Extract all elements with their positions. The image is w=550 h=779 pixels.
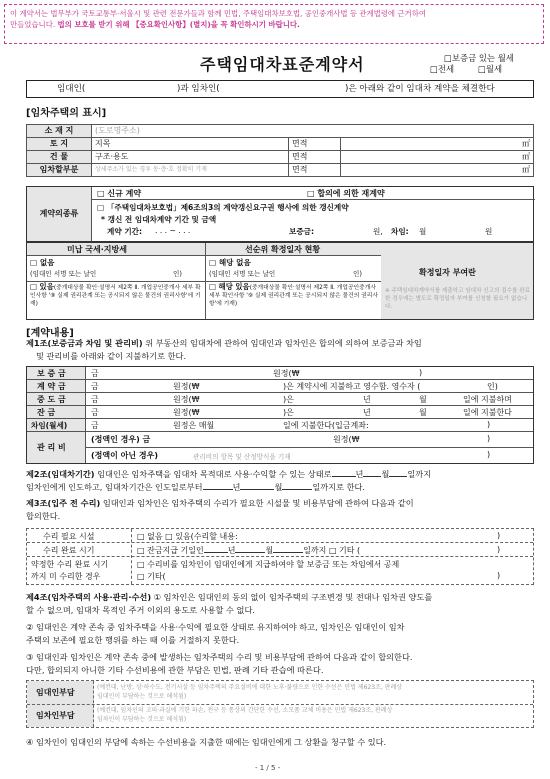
building-label: 건 물 <box>27 151 92 164</box>
art3-text1: 임대인과 임차인은 임차주택의 수리가 필요한 시설물 및 비용부담에 관하여 다음과 같이 <box>100 498 414 508</box>
art4-p1b: 할 수 없으며, 임대차 목적인 주거 이외의 용도로 사용할 수 없다. <box>26 605 255 615</box>
repair-unfinished-label1: 약정한 수리 완료 시기 <box>31 560 109 569</box>
notice-box <box>4 4 544 44</box>
prior-date-header: 선순위 확정일자 현황 <box>245 245 321 254</box>
balance-label: 잔 금 <box>37 408 56 417</box>
mgmt-nonfixed: (정액이 아닌 경우) <box>91 451 158 460</box>
notice-line2b: 법의 보호를 받기 위해 【중요확인사항】(별지)을 꼭 확인하시기 바랍니다. <box>57 20 300 29</box>
balance-day: 일에 지불한다 <box>463 408 512 417</box>
check-monthly[interactable]: □월세 <box>478 64 503 74</box>
art2-year: 년 <box>355 469 364 479</box>
check-deposit-monthly[interactable]: □보증금 있는 월세 <box>444 53 514 63</box>
prev-period-dots[interactable]: . . . ~ . . . <box>155 226 191 235</box>
tax-none-check[interactable]: □ 없음 <box>30 258 55 267</box>
rent-label: 차임(월세) <box>31 421 68 430</box>
mgmt-fixed-close: ) <box>487 434 491 443</box>
article3 <box>26 497 536 523</box>
prior-have-check[interactable]: □ 해당 있음 <box>209 282 250 291</box>
prev-deposit-label: 보증금: <box>289 227 315 236</box>
fixed-date-note: ※ 주택임대차계약서를 제출하고 임대차 신고의 접수를 완료한 경우에는 별도로 확정일자 부여를 신청할 필요가 없습니다. <box>385 288 531 310</box>
art2-text2: 임차인에게 인도하고, 임대차기간은 인도일로부터 <box>26 482 203 492</box>
deposit-geum: 금 <box>91 369 99 378</box>
middle-geum: 금 <box>91 395 99 404</box>
contract-type-label: 계약의종류 <box>27 187 92 241</box>
repair-deduct-check[interactable]: □ 수리비를 임차인이 임대인에게 지급하여야 할 보증금 또는 차임에서 공제 <box>137 560 400 569</box>
prev-rent-month: 월 <box>419 227 427 236</box>
mgmt-nonfixed-hint[interactable]: 관리비의 항목 및 산정방식을 기재 <box>193 453 291 461</box>
tax-have <box>30 283 202 308</box>
money-table <box>26 366 534 464</box>
mgmt-fixed-won[interactable]: 원정(₩ <box>333 435 360 444</box>
fixed-date-title: 확정일자 부여란 <box>419 268 476 277</box>
repair-done-text: □ 잔금지급 기일인 <box>137 546 204 555</box>
check-new-contract[interactable]: □ 신규 계약 <box>97 189 142 198</box>
middle-won[interactable]: 원정(₩ <box>173 395 200 404</box>
art4-p2b: 주택의 보존에 필요한 행위를 하는 때 이를 거절하지 못한다. <box>26 635 240 645</box>
prior-have <box>209 283 379 308</box>
landlord-hint1: (예컨대, 난방, 상·하수도, 전기시설 등 임차주택의 주요설비에 대한 노후·불량으로 인한 수선은 민법 제623조, 판례상 <box>97 684 403 691</box>
art3-head: 제3조(입주 전 수리) <box>26 498 101 508</box>
art1-head: 제1조(보증금과 차임 및 관리비) <box>26 338 143 348</box>
contract-fee-won[interactable]: 원정(₩ <box>173 382 200 391</box>
tenant-burden-label: 임차인부담 <box>36 711 75 720</box>
location-label: 소 재 지 <box>27 125 92 138</box>
middle-text: )은 <box>283 395 294 404</box>
landlord-hint2: 임대인이 부담하는 것으로 해석됨) <box>97 693 187 700</box>
article1 <box>26 337 536 363</box>
section-contract-title: [계약내용] <box>26 328 74 339</box>
art4-head: 제4조(임차주택의 사용·관리·수선) <box>26 592 152 602</box>
middle-month: 월 <box>419 395 427 404</box>
building-area-label: 면적 <box>289 151 341 164</box>
tenant-hint1: (예컨대, 임차인의 고의·과실에 기한 파손, 전구 등 통상의 간단한 수선, 소모품 교체 비용은 민법 제623조, 판례상 <box>97 707 393 714</box>
balance-won[interactable]: 원정(₩ <box>173 408 200 417</box>
deposit-close: ) <box>419 368 423 377</box>
mgmt-nonfixed-close: ) <box>487 450 491 459</box>
notice-line2a: 만들었습니다. <box>10 20 56 29</box>
land-area-unit[interactable]: ㎡ <box>341 138 534 151</box>
contract-fee-label: 계 약 금 <box>37 382 66 391</box>
art2-month: 월 <box>381 469 390 479</box>
unpaid-tax-header: 미납 국세·지방세 <box>67 245 127 254</box>
parties-line <box>26 80 534 98</box>
rented-area-label: 면적 <box>289 164 341 177</box>
art2-text1: 임대인은 임차주택을 임대차 목적대로 사용·수익할 수 있는 상태로 <box>94 469 332 479</box>
landlord-burden-label: 임대인부담 <box>36 688 75 697</box>
art3-text2: 합의한다. <box>26 511 61 521</box>
prior-have-note: (중개대상물 확인·설명서 제2쪽 Ⅱ. 개업공인중개사 세부 확인사항 '⑨ 실제 권리관계 또는 공시되지 않은 물건의 권리사항'에 기재) <box>209 285 378 307</box>
deposit-won[interactable]: 원정(₩ <box>273 369 300 378</box>
repair-unfinished-label2: 까지 미 수리한 경우 <box>31 572 101 581</box>
contract-fee-text: )은 계약시에 지불하고 영수함. 영수자 ( <box>283 382 421 391</box>
tax-have-check[interactable]: □ 있음 <box>30 282 54 291</box>
art1-text1: 위 부동산의 임대차에 관하여 임대인과 임차인은 합의에 의하여 보증금과 차임 <box>142 338 422 348</box>
balance-text: )은 <box>283 408 294 417</box>
notice-line1: 이 계약서는 법무부가 국토교통부·서울시 및 관련 전문가들과 함께 민법, 주택임대차보호법, 공인중개사법 등 관계법령에 근거하여 <box>10 9 426 18</box>
art4-p4: ④ 임차인이 임대인의 부담에 속하는 수선비용을 지출한 때에는 임대인에게 그 상환을 청구할 수 있다. <box>26 737 387 747</box>
building-type: 구조·용도 <box>92 151 289 164</box>
repair-other-check[interactable]: □ 기타( <box>137 572 166 581</box>
art2-year2: 년 <box>232 482 241 492</box>
check-jeonse[interactable]: □전세 <box>430 64 455 74</box>
repair-table: 수리 필요 시설 □ 없음 □ 있음(수리할 내용: ) 수리 완료 시기 □ 잔금지급 기일인 년 월 일까지 □ 기타 ( ) 약정한 수리 완료 시기 까지 미 수리한 경우 □ 수리비를 임차인이 임대인에게 지급하여야 할 보증금 또는 차임에서 공제 □ 기타( ) <box>26 528 534 585</box>
land-label: 토 지 <box>27 138 92 151</box>
article2 <box>26 468 536 494</box>
art4-p1a: ① 임차인은 임대인의 동의 없이 임차주택의 구조변경 및 전대나 임차권 양도를 <box>151 592 433 602</box>
rented-part-input[interactable]: 상세주소가 있는 경우 동·층·호 정확히 기재 <box>92 164 289 177</box>
repair-done-check[interactable] <box>137 545 360 556</box>
prior-none-seal[interactable]: 인) <box>353 270 362 278</box>
middle-label: 중 도 금 <box>37 395 66 404</box>
landlord-burden-hint[interactable] <box>97 683 402 701</box>
art1-text2: 및 관리비를 아래와 같이 지불하기로 한다. <box>36 351 187 361</box>
tenant-burden-hint[interactable] <box>97 706 392 724</box>
section-property-title: [임차주택의 표시] <box>26 108 107 119</box>
page-number: - 1 / 5 - <box>255 764 281 772</box>
tax-box <box>26 242 534 320</box>
renewal-note: * 갱신 전 임대차계약 기간 및 금액 <box>101 215 217 224</box>
parties-end: )은 아래와 같이 임대차 계약을 체결한다 <box>345 84 495 94</box>
article4 <box>26 591 538 677</box>
rented-area-unit[interactable]: ㎡ <box>341 164 534 177</box>
tenant-hint2: 임차인이 부담하는 것으로 해석됨) <box>97 716 187 723</box>
contract-fee-geum: 금 <box>91 382 99 391</box>
prior-none-sign: (임대인 서명 또는 날인 <box>209 270 276 278</box>
prev-period-label: 계약 기간: <box>107 227 143 236</box>
tax-none-seal[interactable]: 인) <box>173 270 182 278</box>
check-re-contract[interactable]: □ 합의에 의한 재계약 <box>307 189 385 198</box>
art2-month2: 월 <box>274 482 283 492</box>
contract-fee-seal[interactable]: 인) <box>487 382 498 391</box>
property-table <box>26 124 534 177</box>
art4-p3a: ③ 임대인과 임차인은 계약 존속 중에 발생하는 임차주택의 수리 및 비용부담에 관하여 다음과 같이 합의한다. <box>26 652 413 662</box>
prev-deposit-won: 원, <box>373 227 383 236</box>
land-type: 지목 <box>92 138 289 151</box>
location-input[interactable]: (도로명주소) <box>92 125 534 138</box>
middle-year: 년 <box>363 395 371 404</box>
repair-done-label: 수리 완료 시기 <box>43 546 95 555</box>
rent-close: ) <box>487 420 491 429</box>
tax-have-note: (중개대상물 확인·설명서 제2쪽 Ⅱ. 개업공인중개사 세부 확인사항 '⑨ 실제 권리관계 또는 공시되지 않은 물건의 권리사항'에 기재) <box>30 285 201 307</box>
art4-p3b: 다만, 합의되지 아니한 기타 수선비용에 관한 부담은 민법, 판례 기타 관습에 따른다. <box>26 665 324 675</box>
art2-head: 제2조(임대차기간) <box>26 469 95 479</box>
repair-done-month: 월 <box>265 546 274 555</box>
repair-needed-check[interactable]: □ 없음 □ 있음(수리할 내용: <box>137 532 238 541</box>
repair-done-year: 년 <box>227 546 236 555</box>
contract-type-box <box>26 186 534 242</box>
balance-month: 월 <box>419 408 427 417</box>
check-renewal-contract[interactable]: □ 「주택임대차보호법」제6조의3의 계약갱신요구권 행사에 의한 갱신계약 <box>97 203 349 212</box>
deposit-label: 보 증 금 <box>37 369 66 378</box>
prior-none-check[interactable]: □ 해당 없음 <box>209 258 251 267</box>
building-area-unit[interactable]: ㎡ <box>341 151 534 164</box>
burden-table <box>26 680 534 728</box>
art2-day2: 일까지로 한다. <box>312 482 366 492</box>
balance-year: 년 <box>363 408 371 417</box>
repair-needed-label: 수리 필요 시설 <box>43 532 95 541</box>
middle-day: 일에 지불하며 <box>463 395 512 404</box>
balance-geum: 금 <box>91 408 99 417</box>
prev-rent-won: 원 <box>485 227 493 236</box>
page-title: 주택임대차표준계약서 <box>200 55 365 74</box>
mgmt-fixed: (정액인 경우) 금 <box>91 435 151 444</box>
landlord-label: 임대인( <box>57 84 86 94</box>
repair-done-other: 일까지 □ 기타 ( <box>303 546 361 555</box>
mgmt-label: 관 리 비 <box>37 443 66 452</box>
art2-day: 일까지 <box>407 469 432 479</box>
rent-text2[interactable]: 일에 지불한다(입금계좌: <box>283 421 369 430</box>
rent-geum: 금 <box>91 421 99 430</box>
prev-rent-label: 차임: <box>391 227 409 236</box>
rented-part-label: 임차할부분 <box>27 164 92 177</box>
art4-p2a: ② 임대인은 계약 존속 중 임차주택을 사용·수익에 필요한 상태로 유지하여야 하고, 임차인은 임대인이 임차 <box>26 622 405 632</box>
tenant-label: )과 임차인( <box>177 84 220 94</box>
rent-text[interactable]: 원정은 매월 <box>173 421 215 430</box>
land-area-label: 면적 <box>289 138 341 151</box>
tax-none-sign: (임대인 서명 또는 날인 <box>30 270 97 278</box>
